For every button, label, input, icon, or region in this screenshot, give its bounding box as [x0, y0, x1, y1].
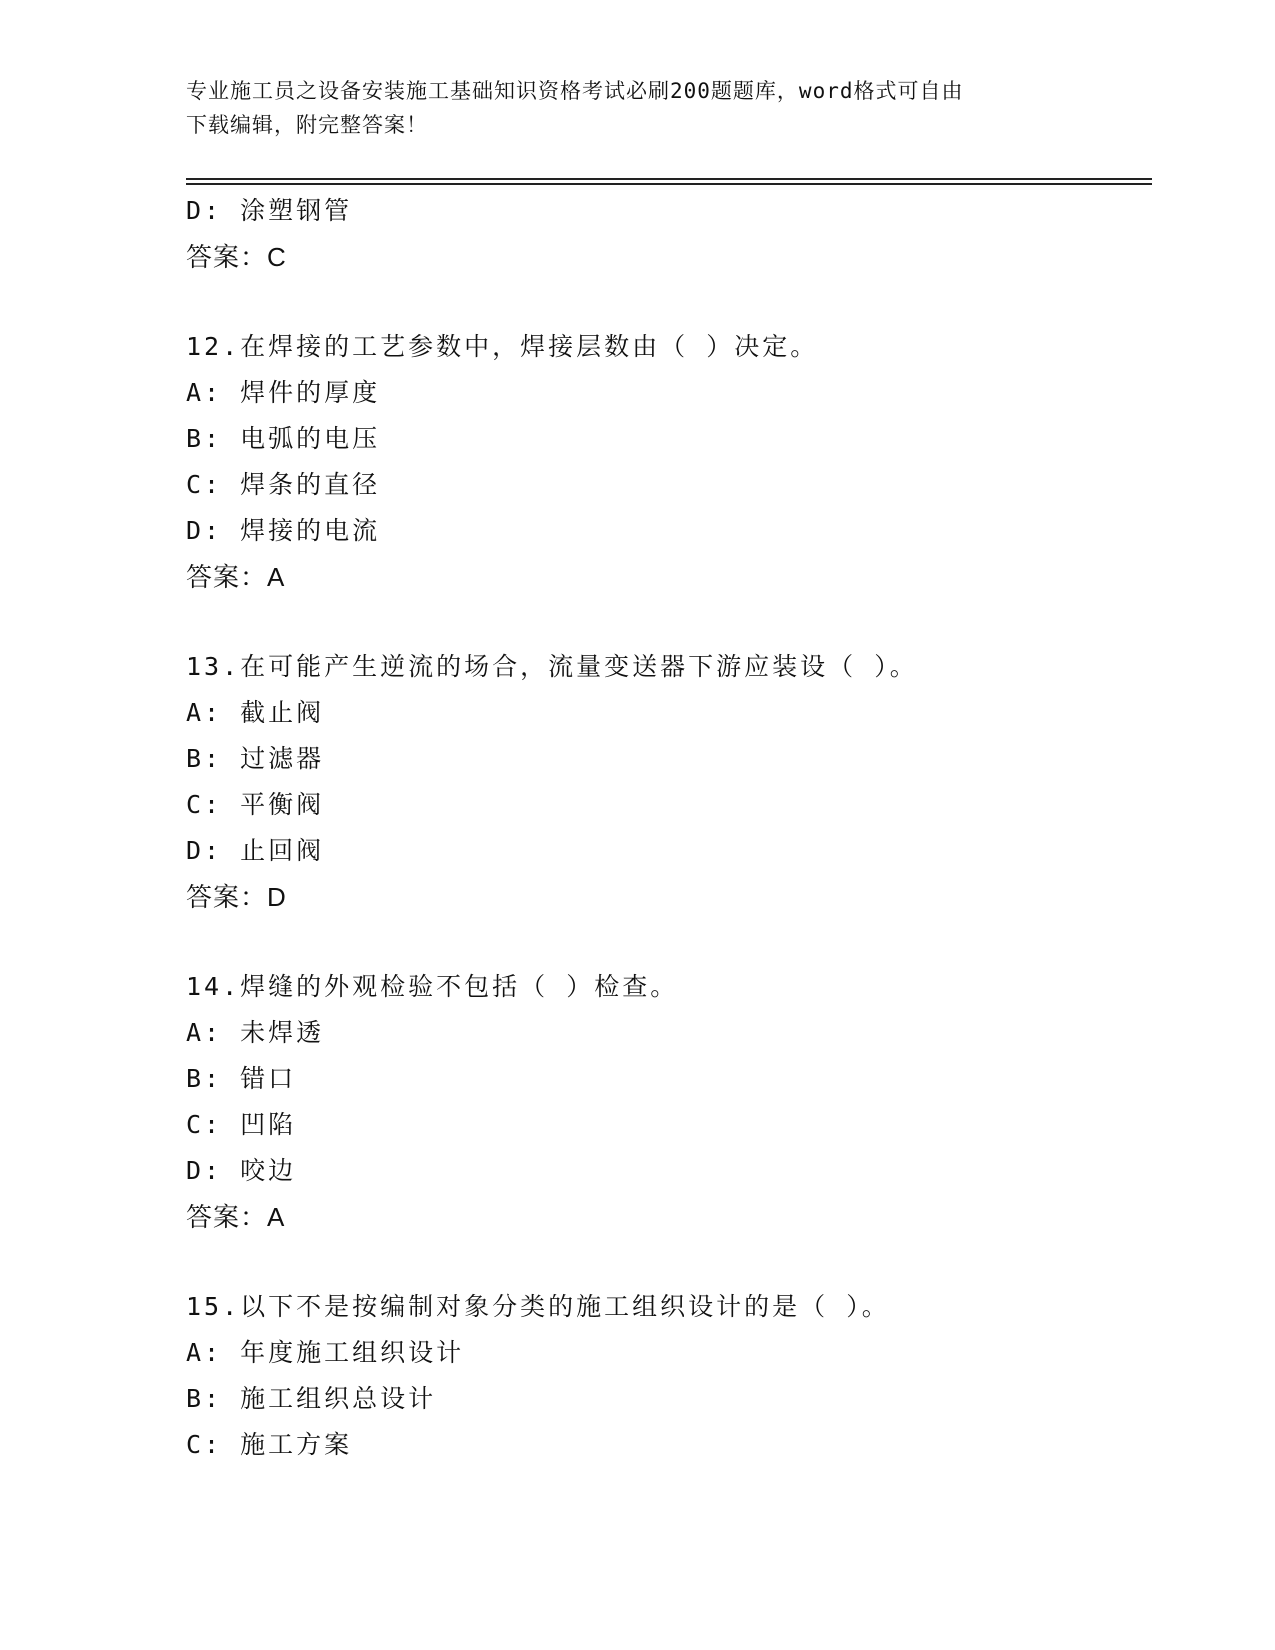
option-c: C: 凹陷 — [186, 1110, 297, 1139]
carryover-block — [186, 188, 1146, 280]
header-divider-top — [186, 178, 1152, 180]
option-b: B: 过滤器 — [186, 744, 325, 773]
option-b: B: 错口 — [186, 1064, 297, 1093]
header-line-1: 专业施工员之设备安装施工基础知识资格考试必刷200题题库，word格式可自由 — [186, 79, 964, 103]
option-c: C: 平衡阀 — [186, 790, 325, 819]
option-c: C: 焊条的直径 — [186, 470, 381, 499]
question-15 — [186, 1284, 1146, 1468]
question-stem: 14.焊缝的外观检验不包括（ ）检查。 — [186, 972, 679, 1001]
header-divider-bottom — [186, 183, 1152, 185]
answer-line: 答案：C — [186, 242, 287, 272]
option-d: D: 涂塑钢管 — [186, 196, 353, 225]
option-a: A: 未焊透 — [186, 1018, 325, 1047]
option-a: A: 截止阀 — [186, 698, 325, 727]
option-a: A: 焊件的厚度 — [186, 378, 381, 407]
question-stem: 15.以下不是按编制对象分类的施工组织设计的是（ ）。 — [186, 1292, 890, 1321]
header-line-2: 下载编辑，附完整答案！ — [186, 113, 428, 137]
option-a: A: 年度施工组织设计 — [186, 1338, 465, 1367]
question-stem: 13.在可能产生逆流的场合，流量变送器下游应装设（ ）。 — [186, 652, 918, 681]
option-b: B: 电弧的电压 — [186, 424, 381, 453]
option-c: C: 施工方案 — [186, 1430, 353, 1459]
answer-line: 答案：A — [186, 1202, 286, 1232]
question-list — [186, 188, 1146, 1468]
question-12 — [186, 324, 1146, 600]
document-header — [186, 74, 1066, 142]
answer-line: 答案：D — [186, 882, 287, 912]
option-d: D: 止回阀 — [186, 836, 325, 865]
answer-line: 答案：A — [186, 562, 286, 592]
option-b: B: 施工组织总设计 — [186, 1384, 437, 1413]
question-13 — [186, 644, 1146, 920]
option-d: D: 咬边 — [186, 1156, 297, 1185]
question-14 — [186, 964, 1146, 1240]
option-d: D: 焊接的电流 — [186, 516, 381, 545]
question-stem: 12.在焊接的工艺参数中，焊接层数由（ ）决定。 — [186, 332, 819, 361]
